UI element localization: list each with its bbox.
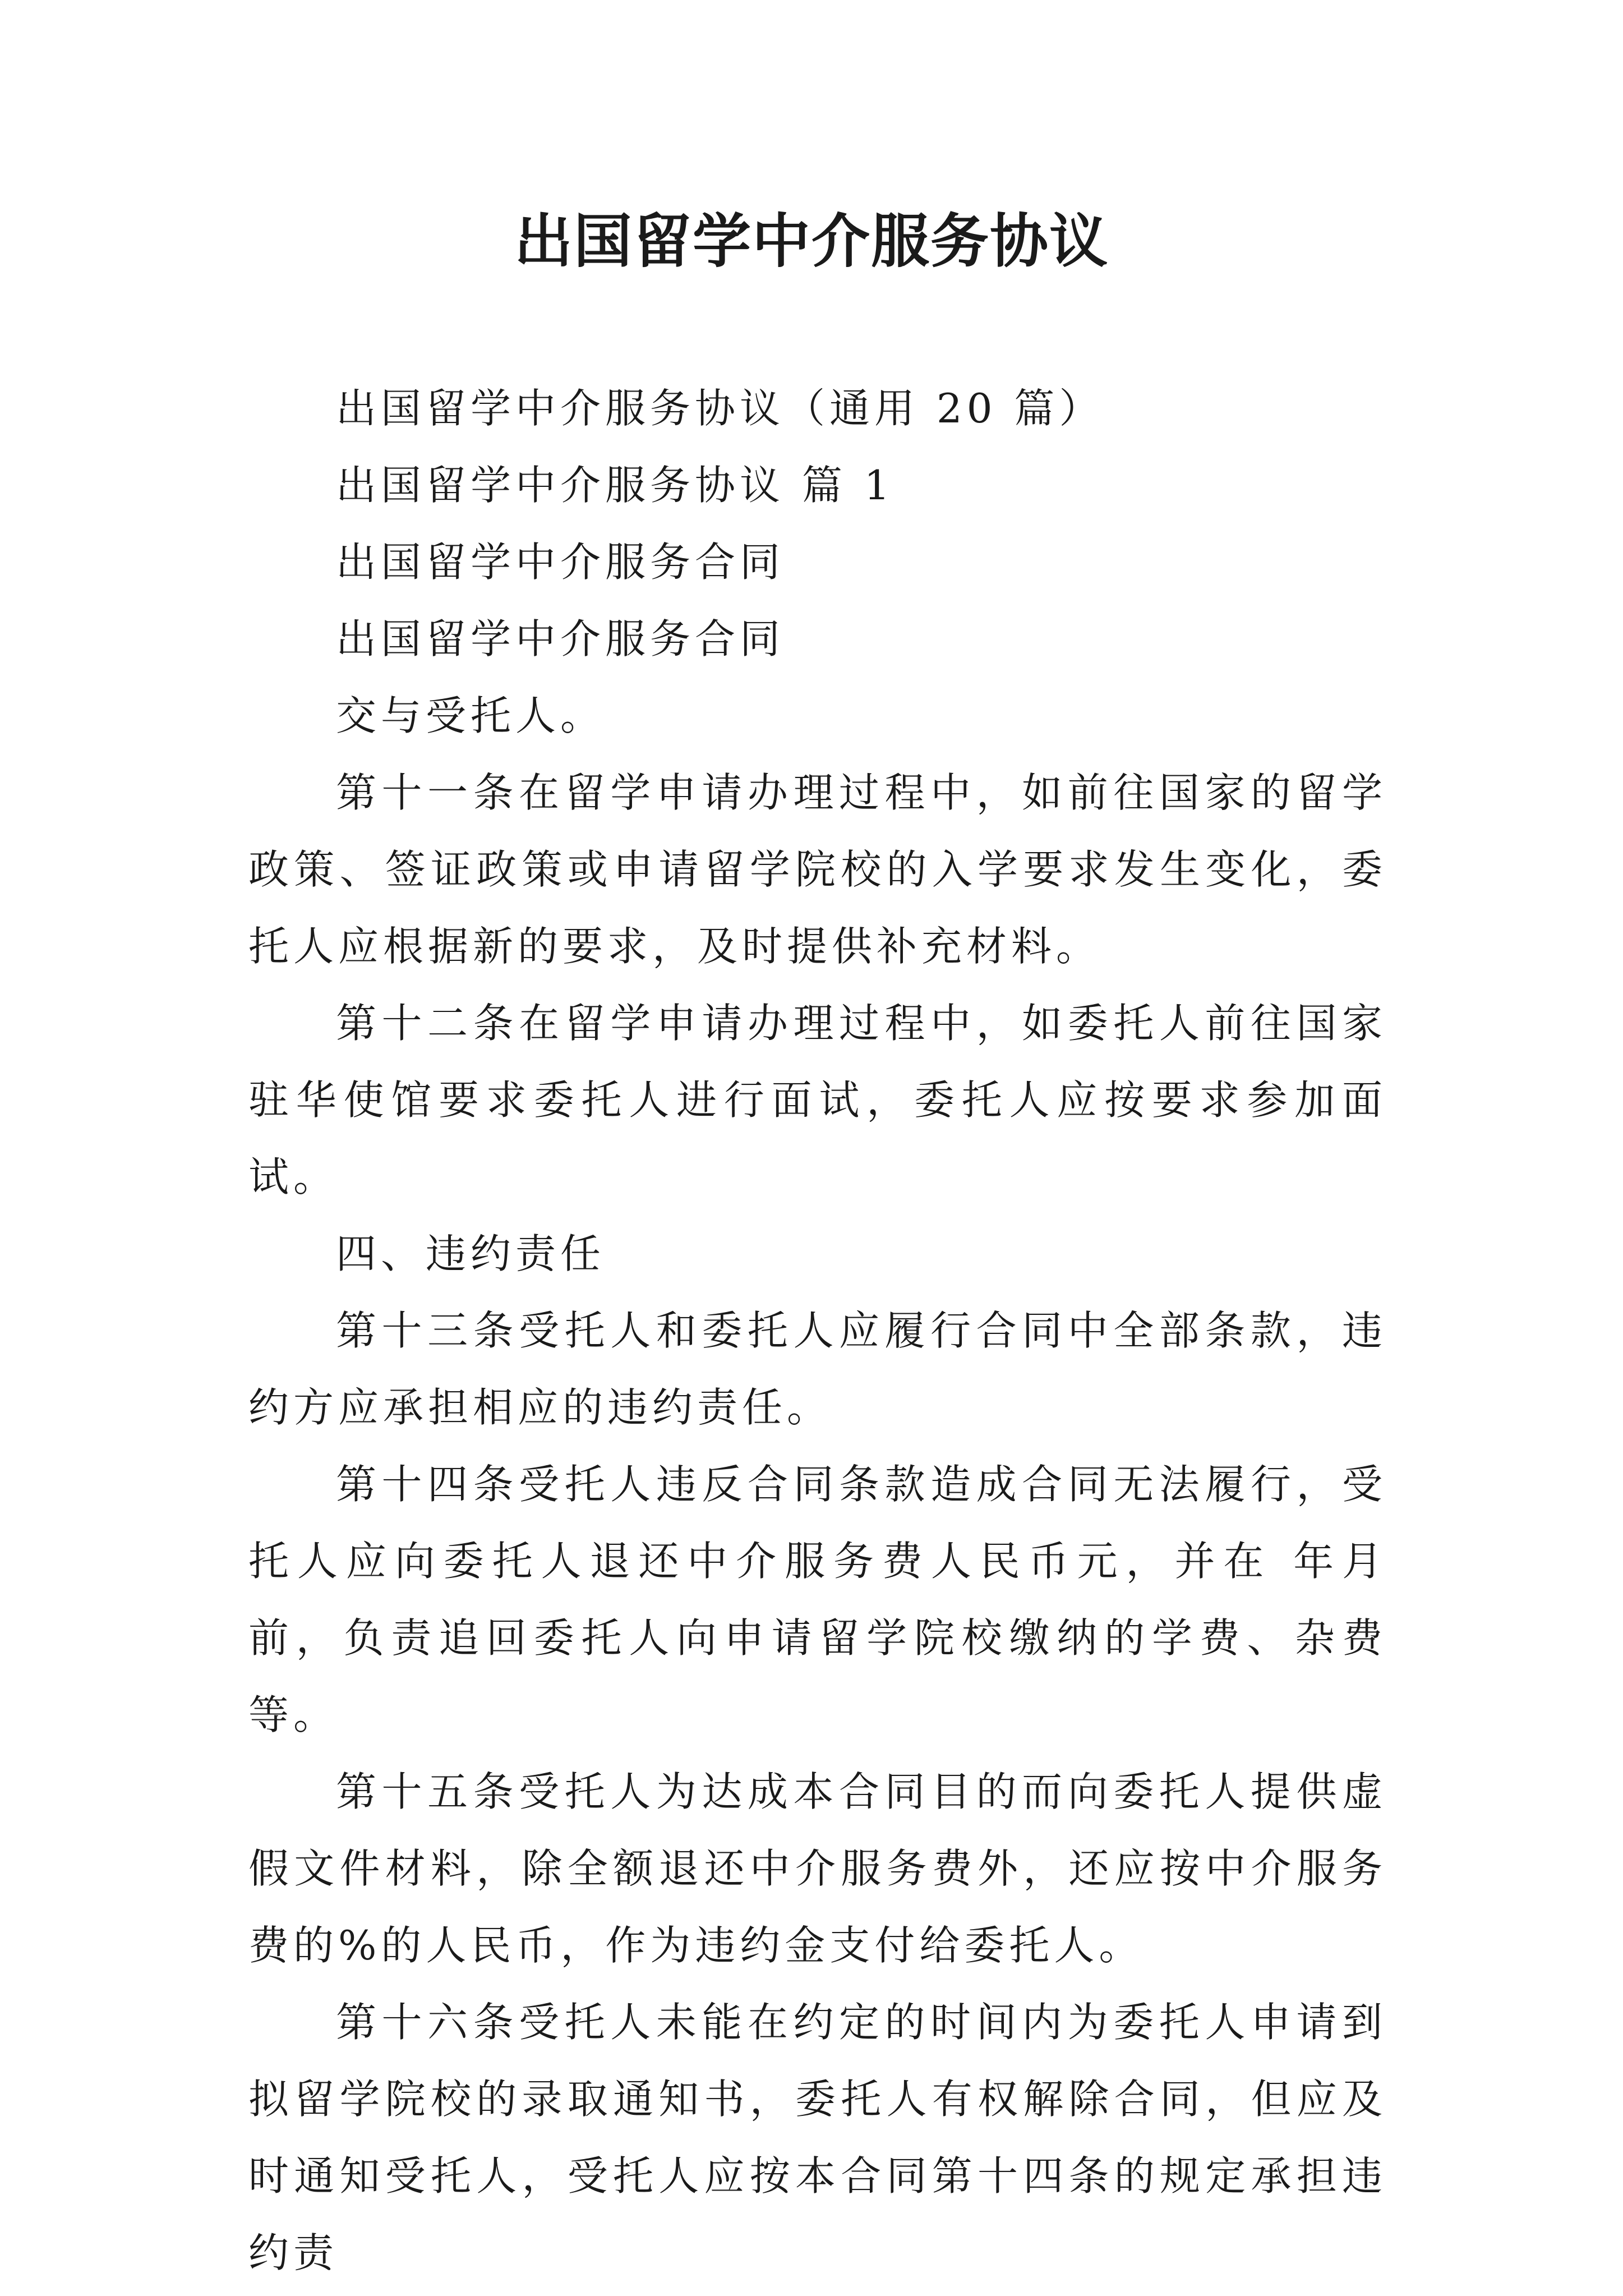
paragraph-article-15: 第十五条受托人为达成本合同目的而向委托人提供虚假文件材料，除全额退还中介服务费外，还应按中介服务费的%的人民币，作为违约金支付给委托人。 (248, 1768, 1387, 1969)
paragraph-contract-title-repeat: 出国留学中介服务合同 (336, 615, 785, 662)
paragraph-fragment: 交与受托人。 (336, 692, 606, 739)
paragraph-article-14: 第十四条受托人违反合同条款造成合同无法履行，受托人应向委托人退还中介服务费人民币元，并在 年月前，负责追回委托人向申请留学院校缴纳的学费、杂费等。 (248, 1461, 1387, 1738)
paragraph-article-12: 第十二条在留学申请办理过程中，如委托人前往国家驻华使馆要求委托人进行面试，委托人应按要求参加面试。 (248, 1000, 1387, 1200)
section-heading-breach-liability: 四、违约责任 (336, 1230, 606, 1277)
paragraph-heading-collection: 出国留学中介服务协议（通用 20 篇） (336, 385, 1104, 432)
paragraph-article-13: 第十三条受托人和委托人应履行合同中全部条款，违约方应承担相应的违约责任。 (248, 1307, 1387, 1431)
paragraph-contract-title: 出国留学中介服务合同 (336, 539, 785, 586)
paragraph-article-16: 第十六条受托人未能在约定的时间内为委托人申请到拟留学院校的录取通知书，委托人有权解除合同，但应及时通知受托人，受托人应按本合同第十四条的规定承担违约责 (248, 1999, 1387, 2276)
paragraph-article-11: 第十一条在留学申请办理过程中，如前往国家的留学政策、签证政策或申请留学院校的入学要求发生变化，委托人应根据新的要求，及时提供补充材料。 (248, 769, 1387, 970)
document-body (248, 370, 1387, 2292)
document-title: 出国留学中介服务协议 (514, 207, 1109, 275)
paragraph-heading-part-1: 出国留学中介服务协议 篇 1 (336, 462, 895, 509)
